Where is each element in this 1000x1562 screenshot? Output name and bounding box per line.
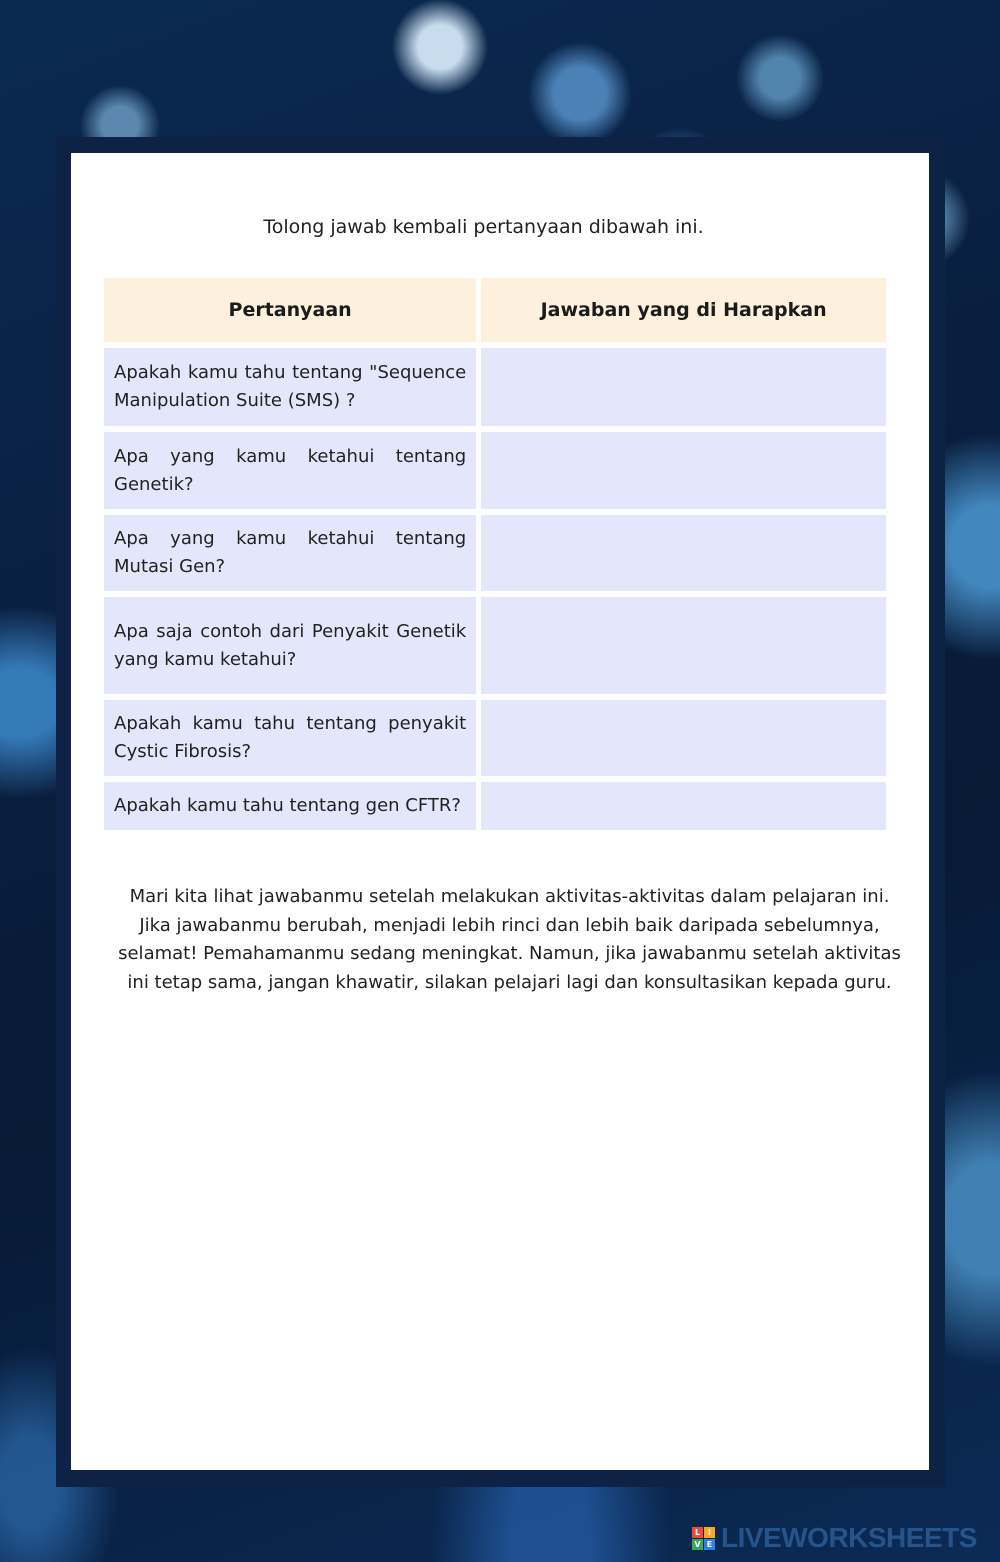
table-row xyxy=(104,782,886,830)
table-row xyxy=(104,597,886,694)
logo-letter: L xyxy=(692,1527,703,1538)
answer-cell[interactable] xyxy=(481,348,886,426)
question-cell: Apa saja contoh dari Penyakit Genetik yang kamu ketahui? xyxy=(104,597,476,694)
header-answer: Jawaban yang di Harapkan xyxy=(481,278,886,342)
question-cell: Apakah kamu tahu tentang "Sequence Manipulation Suite (SMS) ? xyxy=(104,348,476,426)
question-cell: Apakah kamu tahu tentang gen CFTR? xyxy=(104,782,476,830)
qa-table xyxy=(99,272,891,836)
header-question: Pertanyaan xyxy=(104,278,476,342)
watermark-text: LIVEWORKSHEETS xyxy=(721,1522,977,1553)
liveworksheets-watermark xyxy=(692,1522,977,1554)
intro-text: Tolong jawab kembali pertanyaan dibawah ini. xyxy=(263,216,704,238)
table-row xyxy=(104,515,886,591)
table-row xyxy=(104,432,886,509)
table-row xyxy=(104,348,886,426)
logo-letter: E xyxy=(704,1539,715,1550)
answer-cell[interactable] xyxy=(481,597,886,694)
table-row xyxy=(104,700,886,776)
answer-cell[interactable] xyxy=(481,432,886,509)
answer-cell[interactable] xyxy=(481,700,886,776)
answer-cell[interactable] xyxy=(481,515,886,591)
answer-cell[interactable] xyxy=(481,782,886,830)
question-cell: Apa yang kamu ketahui tentang Mutasi Gen? xyxy=(104,515,476,591)
liveworksheets-logo-icon xyxy=(692,1527,715,1550)
closing-paragraph: Mari kita lihat jawabanmu setelah melakukan aktivitas-aktivitas dalam pelajaran ini. Jika jawabanmu berubah, menjadi lebih rinci dan lebih baik daripada sebelumnya, selamat! Pemahamanmu sedang meningkat. Namun, jika jawabanmu setelah aktivitas ini tetap sama, jangan khawatir, silakan pelajari lagi dan konsultasikan kepada guru. xyxy=(118,886,901,993)
question-cell: Apakah kamu tahu tentang penyakit Cystic Fibrosis? xyxy=(104,700,476,776)
logo-letter: I xyxy=(704,1527,715,1538)
table-header-row xyxy=(104,278,886,342)
logo-letter: V xyxy=(692,1539,703,1550)
question-cell: Apa yang kamu ketahui tentang Genetik? xyxy=(104,432,476,509)
